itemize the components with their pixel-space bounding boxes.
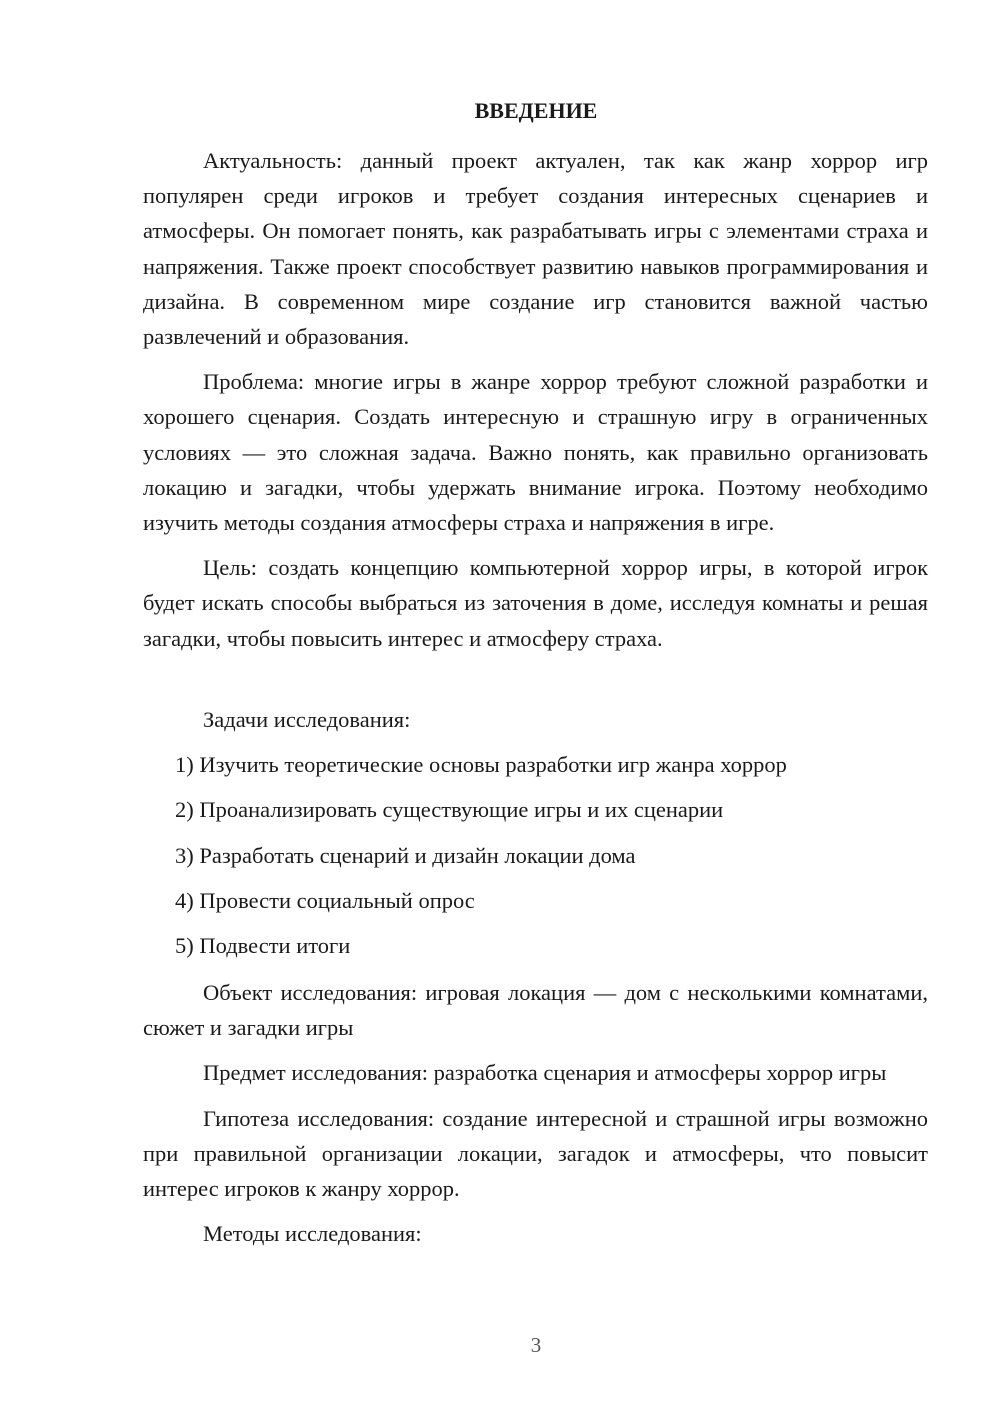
list-item: 3) Разработать сценарий и дизайн локации дома: [175, 842, 636, 868]
list-item: 5) Подвести итоги: [175, 933, 351, 959]
body-text-block-2: [143, 975, 928, 1251]
paragraph-relevance: Актуальность: данный проект актуален, так как жанр хоррор игр популярен среди игроков и требует создания интересных сценариев и атмосферы. Он помогает понять, как разрабатывать игры с элементами страха и напряжения. Также проект способствует развитию навыков программирования и дизайна. В современном мире создание игр становится важной частью развлечений и образования.: [143, 148, 928, 350]
list-item: 1) Изучить теоретические основы разработки игр жанра хоррор: [175, 752, 787, 778]
body-text-block-1: [143, 143, 928, 656]
paragraph-tasks-intro: Задачи исследования:: [203, 707, 411, 732]
paragraph-hypothesis: Гипотеза исследования: создание интересной и страшной игры возможно при правильной организации локации, загадок и атмосферы, что повысит интерес игроков к жанру хоррор.: [143, 1105, 928, 1202]
list-item: 2) Проанализировать существующие игры и их сценарии: [175, 797, 724, 823]
paragraph-problem: Проблема: многие игры в жанре хоррор требуют сложной разработки и хорошего сценария. Создать интересную и страшную игру в ограниченных условиях — это сложная задача. Важно понять, как правильно организовать локацию и загадки, чтобы удержать внимание игрока. Поэтому необходимо изучить методы создания атмосферы страха и напряжения в игре.: [143, 369, 928, 536]
paragraph-goal: Цель: создать концепцию компьютерной хоррор игры, в которой игрок будет искать способы выбраться из заточения в доме, исследуя комнаты и решая загадки, чтобы повысить интерес и атмосферу страха.: [143, 555, 928, 651]
task-list: [143, 747, 928, 963]
page-number: 3: [530, 1333, 542, 1357]
tasks-block: [143, 702, 928, 963]
paragraph-object: Объект исследования: игровая локация — дом с несколькими комнатами, сюжет и загадки игры: [143, 980, 928, 1041]
list-item: 4) Провести социальный опрос: [175, 887, 475, 913]
section-heading: ВВЕДЕНИЕ: [474, 98, 598, 123]
paragraph-methods: Методы исследования:: [203, 1221, 422, 1247]
paragraph-subject: Предмет исследования: разработка сценария и атмосферы хоррор игры: [203, 1060, 887, 1086]
